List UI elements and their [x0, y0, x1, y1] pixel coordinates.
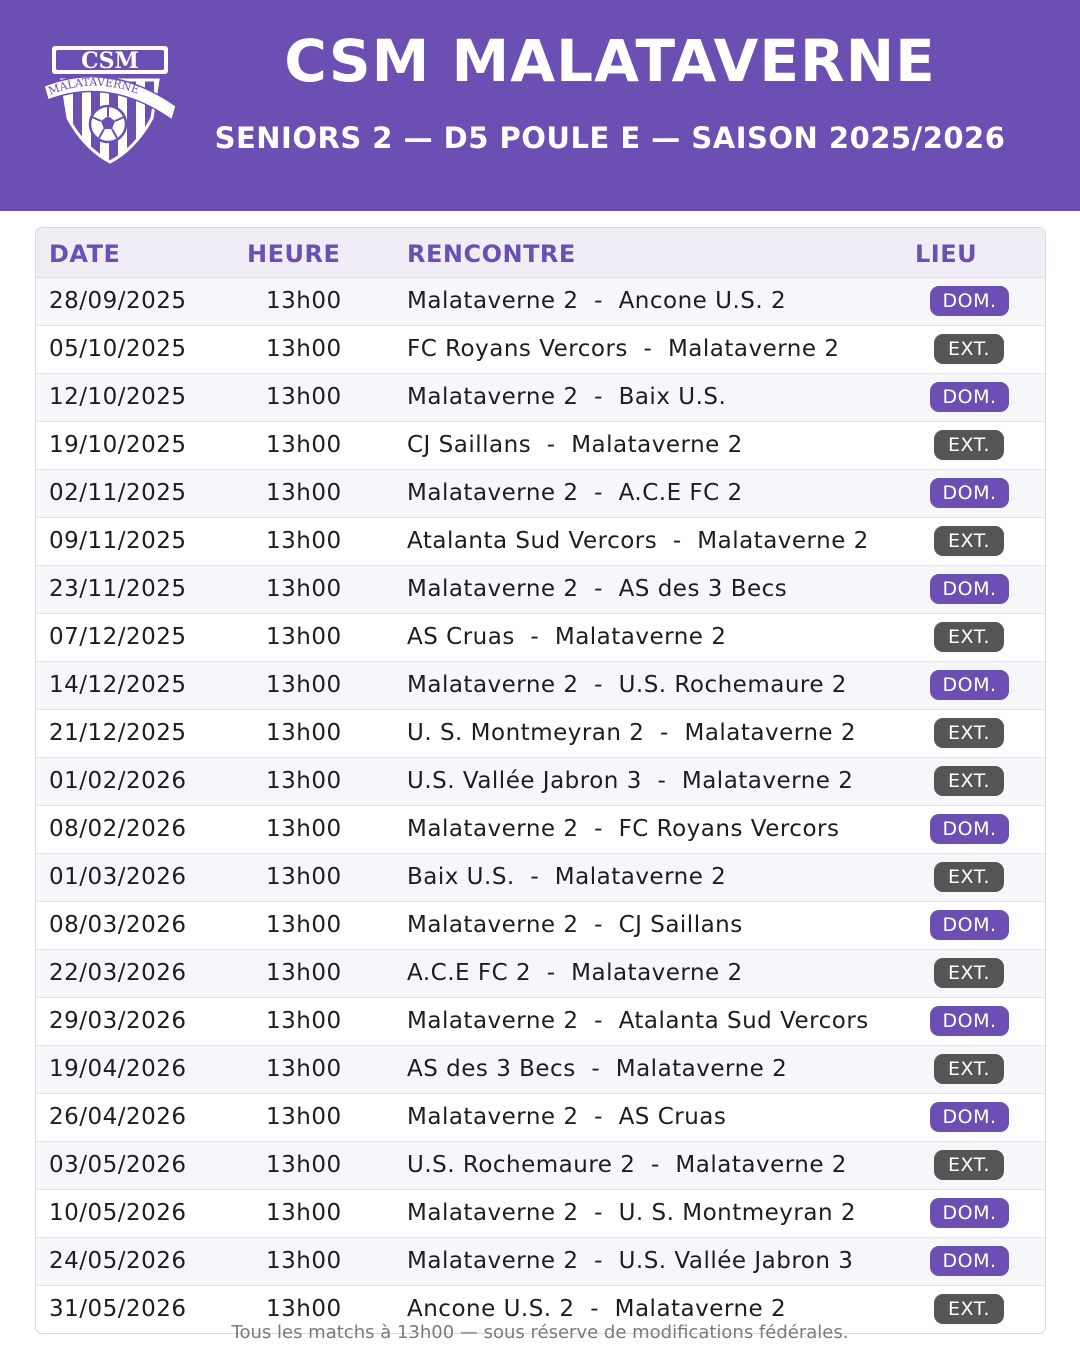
match-time: 13h00: [266, 1104, 342, 1130]
header-banner: [0, 0, 1080, 211]
table-row: [36, 1094, 1045, 1142]
table-row: [36, 1142, 1045, 1190]
table-row: [36, 326, 1045, 374]
table-row: [36, 278, 1045, 326]
match-fixture: Malataverne 2 - FC Royans Vercors: [407, 816, 840, 842]
match-date: 26/04/2026: [49, 1104, 187, 1130]
venue-badge-home: DOM.: [930, 670, 1009, 700]
match-time: 13h00: [266, 960, 342, 986]
match-fixture: Baix U.S. - Malataverne 2: [407, 864, 727, 890]
svg-text:CSM: CSM: [81, 48, 139, 74]
match-fixture: AS Cruas - Malataverne 2: [407, 624, 727, 650]
table-row: [36, 422, 1045, 470]
match-date: 10/05/2026: [49, 1200, 187, 1226]
match-fixture: Malataverne 2 - U.S. Rochemaure 2: [407, 672, 847, 698]
match-date: 07/12/2025: [49, 624, 187, 650]
table-row: [36, 470, 1045, 518]
match-time: 13h00: [266, 624, 342, 650]
match-date: 03/05/2026: [49, 1152, 187, 1178]
venue-badge-home: DOM.: [930, 286, 1009, 316]
match-date: 01/03/2026: [49, 864, 187, 890]
match-fixture: Malataverne 2 - AS des 3 Becs: [407, 576, 788, 602]
venue-badge-away: EXT.: [934, 334, 1004, 364]
match-fixture: Atalanta Sud Vercors - Malataverne 2: [407, 528, 869, 554]
match-time: 13h00: [266, 912, 342, 938]
match-fixture: Malataverne 2 - U.S. Vallée Jabron 3: [407, 1248, 854, 1274]
table-row: [36, 758, 1045, 806]
match-time: 13h00: [266, 336, 342, 362]
match-date: 31/05/2026: [49, 1296, 187, 1322]
table-row: [36, 374, 1045, 422]
match-time: 13h00: [266, 576, 342, 602]
table-row: [36, 1238, 1045, 1286]
svg-text:MALATAVERNE: MALATAVERNE: [46, 75, 141, 98]
match-date: 29/03/2026: [49, 1008, 187, 1034]
match-date: 21/12/2025: [49, 720, 187, 746]
venue-badge-home: DOM.: [930, 1102, 1009, 1132]
match-time: 13h00: [266, 864, 342, 890]
venue-badge-home: DOM.: [930, 574, 1009, 604]
match-fixture: A.C.E FC 2 - Malataverne 2: [407, 960, 743, 986]
venue-badge-home: DOM.: [930, 478, 1009, 508]
footer-note: Tous les matchs à 13h00 — sous réserve de modifications fédérales.: [231, 1322, 849, 1343]
table-row: [36, 806, 1045, 854]
match-date: 09/11/2025: [49, 528, 187, 554]
match-date: 08/02/2026: [49, 816, 187, 842]
match-time: 13h00: [266, 1200, 342, 1226]
column-header-time: HEURE: [247, 240, 341, 268]
table-row: [36, 614, 1045, 662]
venue-badge-away: EXT.: [934, 430, 1004, 460]
schedule-table: [35, 227, 1046, 1334]
page-subtitle: SENIORS 2 — D5 POULE E — SAISON 2025/2026: [214, 121, 1006, 155]
table-row: [36, 1046, 1045, 1094]
match-time: 13h00: [266, 1296, 342, 1322]
venue-badge-home: DOM.: [930, 382, 1009, 412]
match-time: 13h00: [266, 720, 342, 746]
match-date: 14/12/2025: [49, 672, 187, 698]
match-date: 19/10/2025: [49, 432, 187, 458]
match-time: 13h00: [266, 432, 342, 458]
match-time: 13h00: [266, 768, 342, 794]
match-fixture: Malataverne 2 - Baix U.S.: [407, 384, 727, 410]
match-fixture: Malataverne 2 - U. S. Montmeyran 2: [407, 1200, 856, 1226]
venue-badge-away: EXT.: [934, 1054, 1004, 1084]
match-date: 24/05/2026: [49, 1248, 187, 1274]
match-fixture: U. S. Montmeyran 2 - Malataverne 2: [407, 720, 856, 746]
match-fixture: Malataverne 2 - A.C.E FC 2: [407, 480, 743, 506]
match-date: 01/02/2026: [49, 768, 187, 794]
match-time: 13h00: [266, 288, 342, 314]
venue-badge-home: DOM.: [930, 1198, 1009, 1228]
table-row: [36, 902, 1045, 950]
match-fixture: AS des 3 Becs - Malataverne 2: [407, 1056, 788, 1082]
match-time: 13h00: [266, 672, 342, 698]
table-row: [36, 710, 1045, 758]
venue-badge-away: EXT.: [934, 526, 1004, 556]
venue-badge-away: EXT.: [934, 862, 1004, 892]
match-fixture: FC Royans Vercors - Malataverne 2: [407, 336, 840, 362]
match-date: 22/03/2026: [49, 960, 187, 986]
match-fixture: U.S. Vallée Jabron 3 - Malataverne 2: [407, 768, 854, 794]
match-time: 13h00: [266, 1008, 342, 1034]
match-time: 13h00: [266, 384, 342, 410]
venue-badge-away: EXT.: [934, 766, 1004, 796]
match-fixture: U.S. Rochemaure 2 - Malataverne 2: [407, 1152, 847, 1178]
match-time: 13h00: [266, 1056, 342, 1082]
venue-badge-home: DOM.: [930, 1006, 1009, 1036]
table-row: [36, 662, 1045, 710]
match-time: 13h00: [266, 816, 342, 842]
table-row: [36, 566, 1045, 614]
club-crest-logo: [40, 40, 180, 166]
table-row: [36, 518, 1045, 566]
match-time: 13h00: [266, 528, 342, 554]
match-fixture: Ancone U.S. 2 - Malataverne 2: [407, 1296, 787, 1322]
venue-badge-away: EXT.: [934, 1294, 1004, 1324]
match-fixture: Malataverne 2 - AS Cruas: [407, 1104, 727, 1130]
venue-badge-away: EXT.: [934, 718, 1004, 748]
column-header-match: RENCONTRE: [407, 240, 576, 268]
match-fixture: CJ Saillans - Malataverne 2: [407, 432, 743, 458]
page-title: CSM MALATAVERNE: [284, 27, 936, 95]
match-date: 19/04/2026: [49, 1056, 187, 1082]
table-row: [36, 998, 1045, 1046]
match-date: 02/11/2025: [49, 480, 187, 506]
column-header-date: DATE: [49, 240, 121, 268]
column-header-venue: LIEU: [915, 240, 978, 268]
match-time: 13h00: [266, 1152, 342, 1178]
table-row: [36, 950, 1045, 998]
table-row: [36, 854, 1045, 902]
venue-badge-away: EXT.: [934, 958, 1004, 988]
venue-badge-away: EXT.: [934, 622, 1004, 652]
match-time: 13h00: [266, 480, 342, 506]
venue-badge-home: DOM.: [930, 910, 1009, 940]
match-fixture: Malataverne 2 - Ancone U.S. 2: [407, 288, 787, 314]
venue-badge-away: EXT.: [934, 1150, 1004, 1180]
venue-badge-home: DOM.: [930, 814, 1009, 844]
match-date: 05/10/2025: [49, 336, 187, 362]
table-header: [36, 228, 1045, 278]
match-date: 12/10/2025: [49, 384, 187, 410]
match-date: 28/09/2025: [49, 288, 187, 314]
match-date: 23/11/2025: [49, 576, 187, 602]
match-fixture: Malataverne 2 - CJ Saillans: [407, 912, 743, 938]
match-time: 13h00: [266, 1248, 342, 1274]
match-date: 08/03/2026: [49, 912, 187, 938]
match-fixture: Malataverne 2 - Atalanta Sud Vercors: [407, 1008, 869, 1034]
table-row: [36, 1190, 1045, 1238]
venue-badge-home: DOM.: [930, 1246, 1009, 1276]
